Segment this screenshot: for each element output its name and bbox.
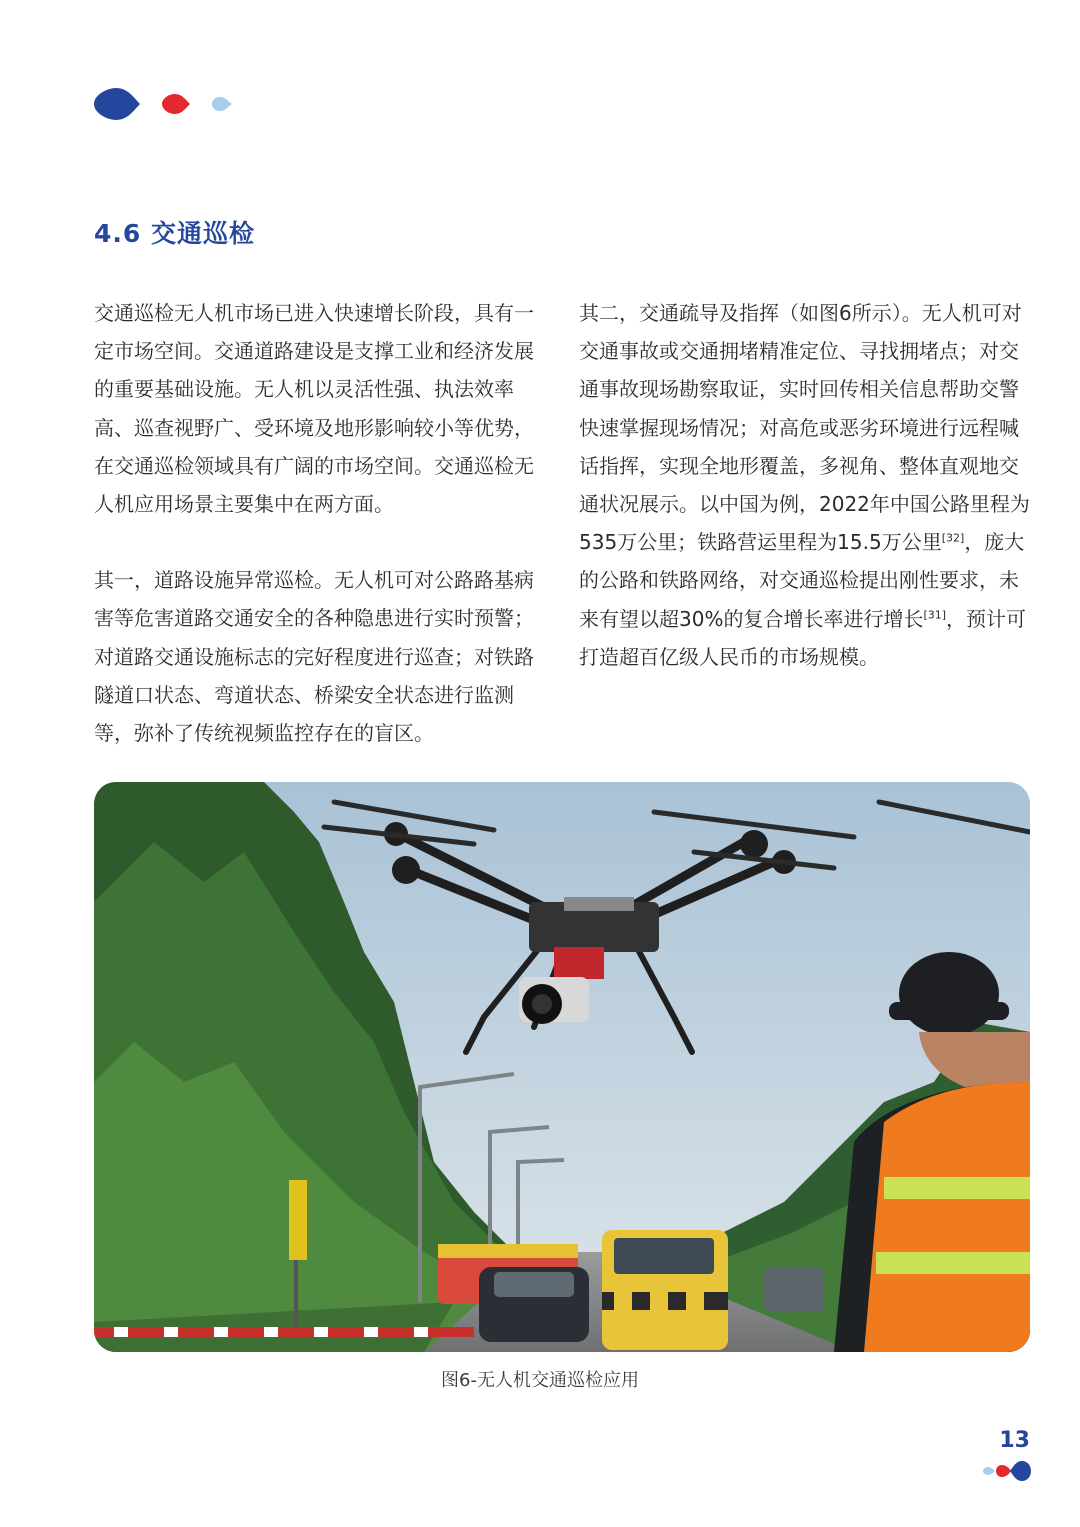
paragraph-facility-inspection: 其一，道路设施异常巡检。无人机可对公路路基病害等危害道路交通安全的各种隐患进行实时预警；对道路交通设施标志的完好程度进行巡查；对铁路隧道口状态、弯道状态、桥梁安全状态进行监测等，弥补了传统视频监控存在的盲区。 [94, 568, 534, 746]
left-column [94, 294, 546, 752]
page-number: 13 [999, 1428, 1030, 1453]
red-drop-icon [162, 94, 190, 114]
figure-drone-traffic-photo [94, 782, 1030, 1352]
lightblue-drop-icon [983, 1467, 995, 1475]
paragraph-traffic-guidance [579, 294, 1031, 676]
right-column [579, 294, 1031, 676]
figure-caption: 图6-无人机交通巡检应用 [441, 1370, 639, 1391]
blue-drop-icon [1010, 1461, 1031, 1481]
section-number: 4.6 [94, 219, 142, 248]
section-heading [94, 214, 255, 250]
reference-32[interactable]: [32] [941, 531, 965, 545]
text-segment: ，预计可打造超百亿级人民币的市场规模。 [579, 606, 1027, 669]
paragraph-market-overview: 交通巡检无人机市场已进入快速增长阶段，具有一定市场空间。交通道路建设是支撑工业和经济发展的重要基础设施。无人机以灵活性强、执法效率高、巡查视野广、受环境及地形影响较小等优势，在交通巡检领域具有广阔的市场空间。交通巡检无人机应用场景主要集中在两方面。 [94, 301, 534, 517]
text-segment: ，庞大的公路和铁路网络，对交通巡检提出刚性要求，未来有望以超30%的复合增长率进行增长 [579, 530, 1025, 631]
blue-drop-icon [94, 88, 140, 120]
footer-decoration [978, 1458, 1034, 1484]
header-decoration [0, 0, 1080, 140]
text-segment: 其二，交通疏导及指挥（如图6所示）。无人机可对交通事故或交通拥堵精准定位、寻找拥堵点；对交通事故现场勘察取证，实时回传相关信息帮助交警快速掌握现场情况；对高危或恶劣环境进行远程喊话指挥，实现全地形覆盖，多视角、整体直观地交通状况展示。以中国为例，2022年中国公路里程为535万公里；铁路营运里程为15.5万公里 [579, 301, 1030, 555]
lightblue-drop-icon [212, 97, 232, 111]
red-drop-icon [996, 1465, 1011, 1477]
section-title: 交通巡检 [151, 219, 256, 248]
reference-31[interactable]: [31] [923, 607, 947, 621]
